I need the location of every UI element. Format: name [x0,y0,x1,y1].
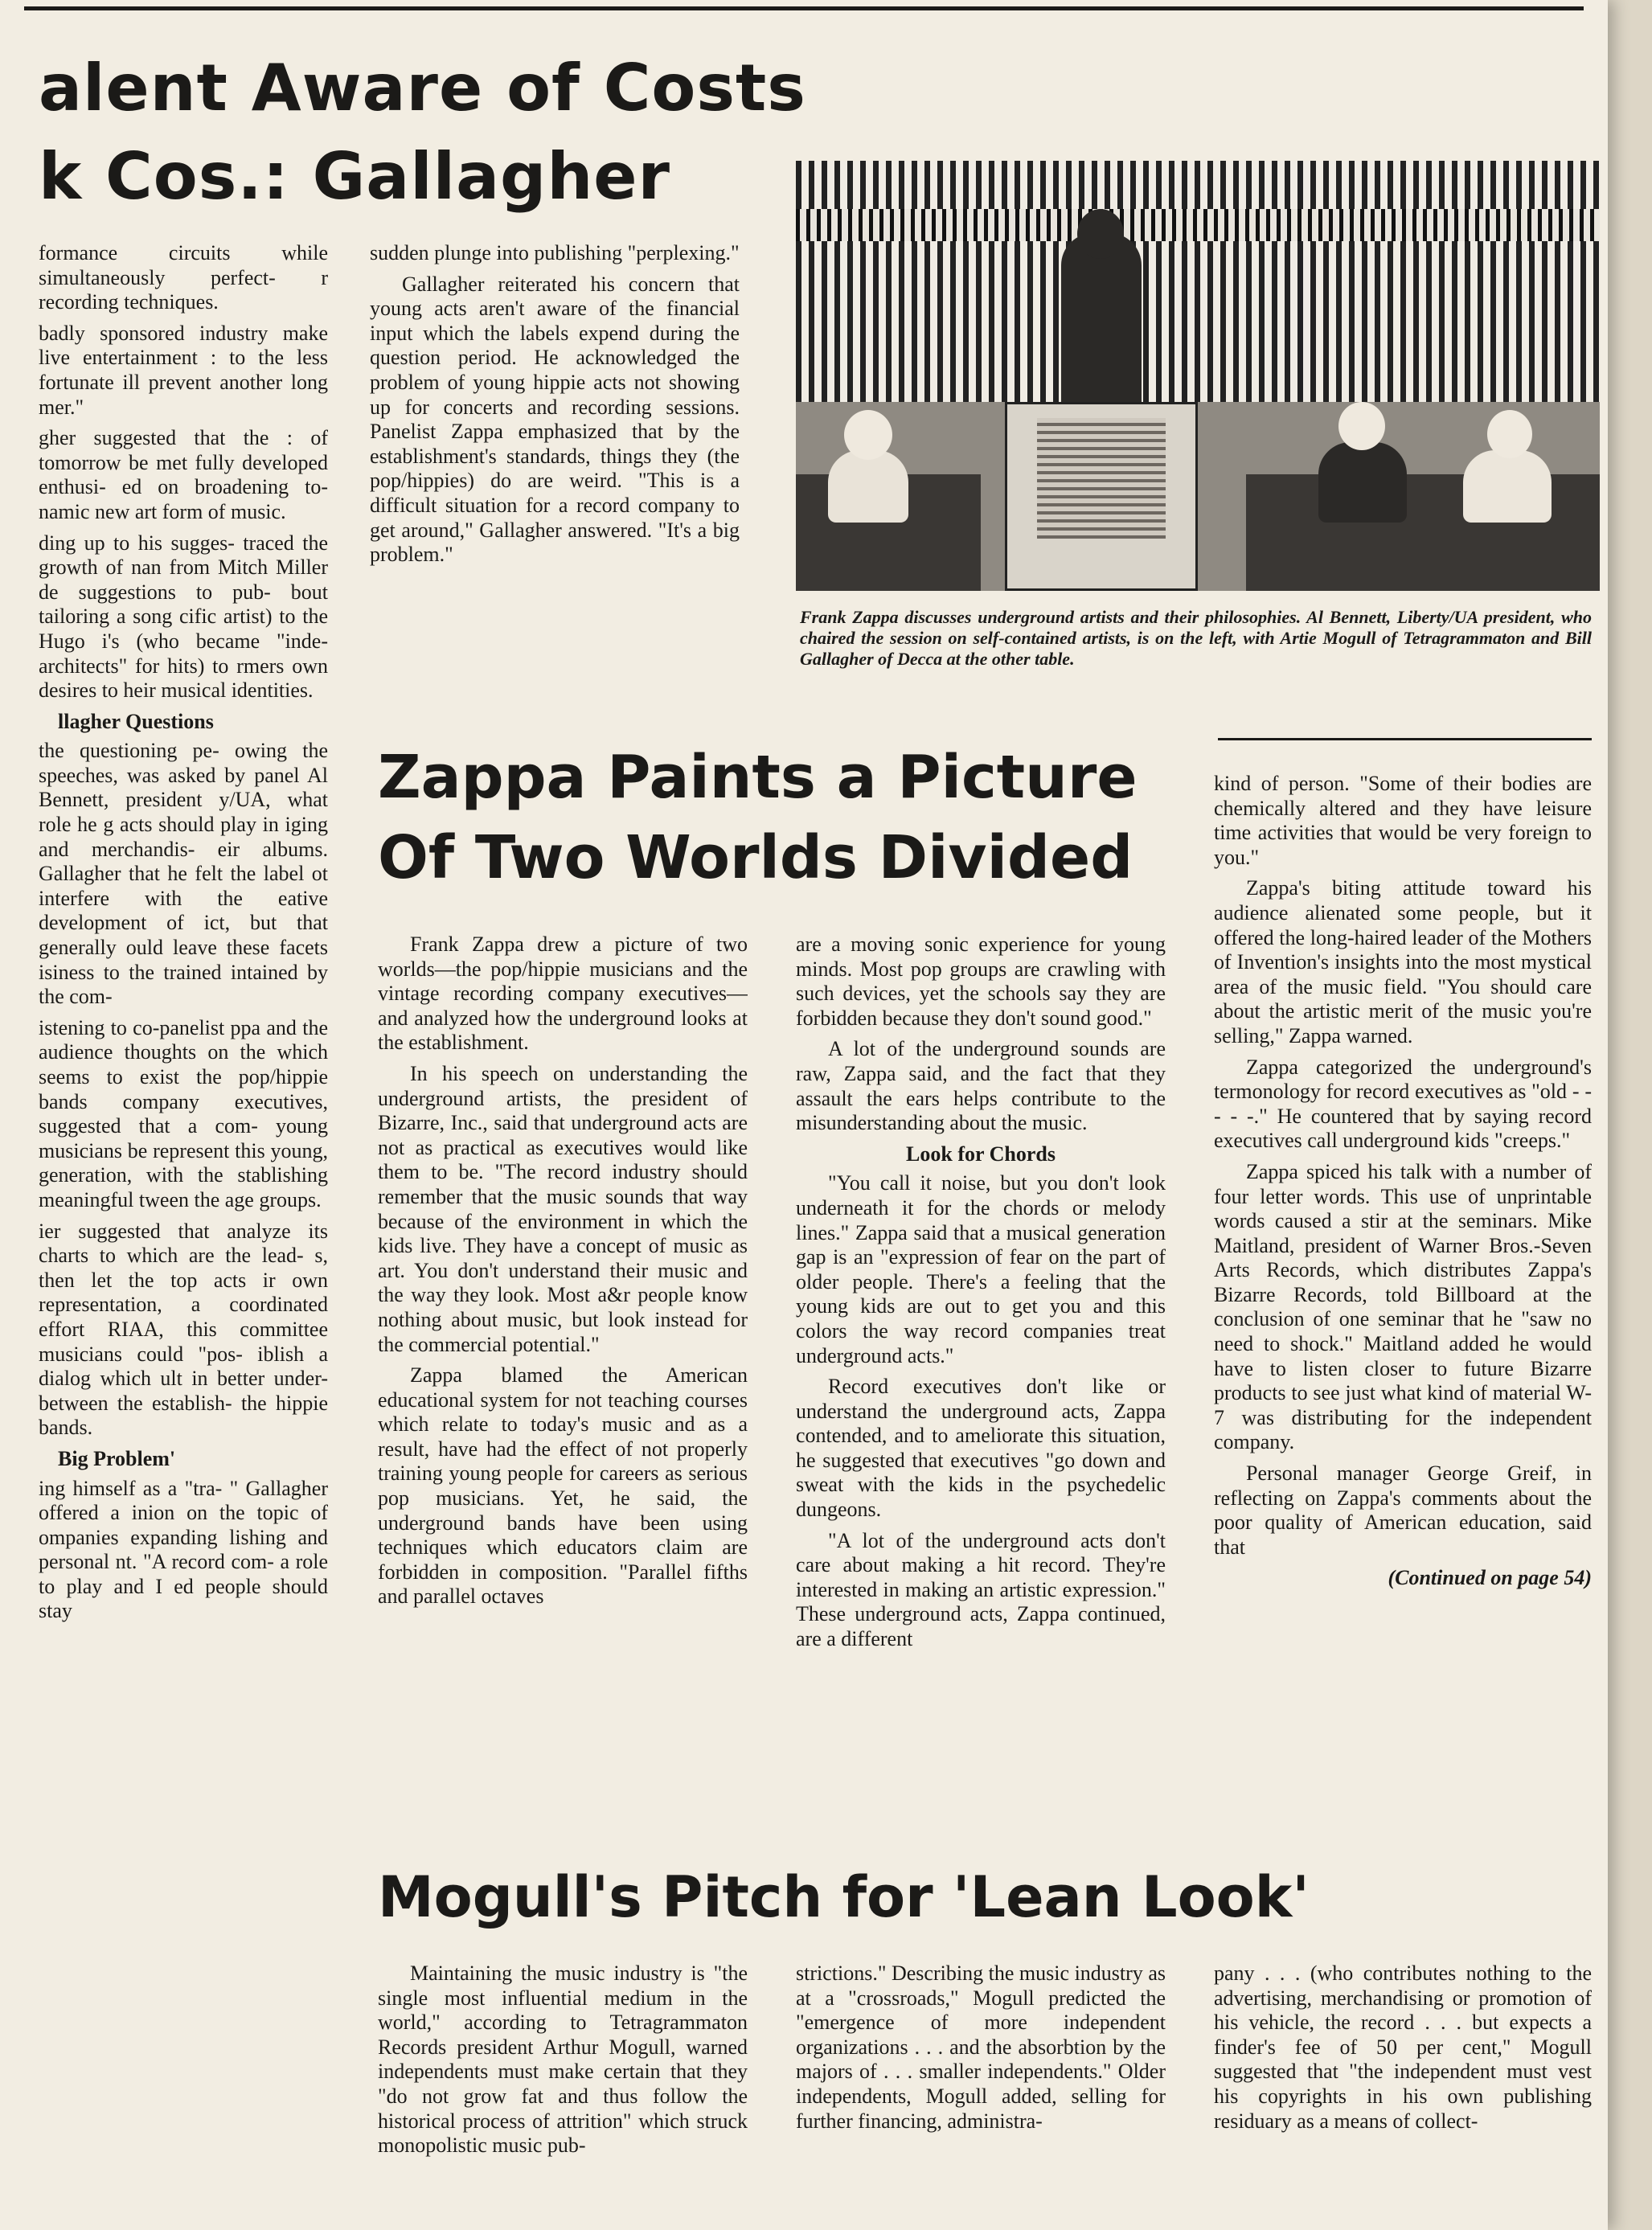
mogull-headline: Mogull's Pitch for 'Lean Look' [378,1864,1310,1930]
zappa-column-3 [1214,772,1592,1833]
column-rule [1218,738,1592,740]
left-subhead-gallagher-questions: llagher Questions [58,709,214,733]
article-paragraph: Zappa spiced his talk with a number of four letter words. This use of unprintable words caused a stir at the seminars. Mike Maitland, president of Warner Bros.-Seven Arts Records, which distributes Zappa's Bizarre Records, told Billboard at the conclusion of one seminar that he "saw no need to shock." Maitland added he would have to listen closer to future Bizarre products to see just what kind of material W-7 was distributing for the independent company. [1214,1159,1592,1454]
left-paragraph: ing himself as a "tra- " Gallagher offered a inion on the topic of ompanies expanding lishing and personal nt. "A record com- a role to play and I ed people should stay [39,1476,328,1623]
left-paragraph: istening to co-panelist ppa and the audience thoughts on the which seems to exist the pop/hippie bands company executives, suggested that a com- young musicians be represent this young, generation, with the stablishing meaningful tween the age groups. [39,1015,328,1211]
subhead-look-for-chords: Look for Chords [906,1142,1056,1166]
photo-speaker-head [1077,209,1124,259]
article-paragraph: sudden plunge into publishing "perplexing." [370,241,740,264]
article-paragraph: Personal manager George Greif, in reflecting on Zappa's comments about the poor quality of American education, said that [1214,1461,1592,1559]
left-paragraph: ding up to his sugges- traced the growth of nan from Mitch Miller de suggestions to pub- bout tailoring a song cific artist) to the Hugo i's (who became "inde- architects" for hits) to rmers own desires to heir musical identities. [39,531,328,703]
article-paragraph: Gallagher reiterated his concern that young acts aren't aware of the financial input which the labels expend during the question period. He acknowledged the problem of young hippie acts not showing up for concerts and recording sessions. Panelist Zappa emphasized that by the establishment's standards, things they (the pop/hippies) do are weird. "This is a difficult situation for a record company to get around," Gallagher answered. "It's a big problem." [370,272,740,567]
article-paragraph: pany . . . (who contributes nothing to the advertising, merchandising or promotion of his vehicle, the record . . . but expects a finder's fee of 50 per cent," Mogull suggested that "the independent must vest his copyrights in his own publishing residuary as a means of collect- [1214,1961,1592,2133]
zappa-column-2 [796,933,1166,1833]
photo-right-panelist-1 [1318,442,1407,523]
photo-right-panelist-2-head [1487,410,1532,458]
mogull-column-1 [378,1961,748,2230]
article-paragraph: Zappa categorized the underground's termonology for record executives as "old - - - - -." He countered that by saying record executives call underground kids "creeps." [1214,1055,1592,1153]
zappa-headline-line2: Of Two Worlds Divided [378,823,1133,892]
headline-top-line1: alent Aware of Costs [39,51,806,125]
left-paragraph: gher suggested that the : of tomorrow be met fully developed enthusi- ed on broadening to- namic new art form of music. [39,426,328,523]
article-paragraph: A lot of the underground sounds are raw, Zappa said, and the fact that they assault the ears helps contribute to the misunderstanding about the music. [796,1037,1166,1135]
left-paragraph: formance circuits while simultaneously perfect- r recording techniques. [39,241,328,314]
left-subhead-big-problem: Big Problem' [58,1446,176,1470]
zappa-column-1 [378,933,748,1833]
continued-on-page-note: (Continued on page 54) [1388,1566,1592,1590]
article-paragraph: strictions." Describing the music industry as at a "crossroads," Mogull predicted the "emergence of more independent organizations . . . and the absorbtion by the majors of . . . smaller independents." Older independents, Mogull added, selling for further financing, administra- [796,1961,1166,2133]
mogull-column-3 [1214,1961,1592,2230]
seminar-photo [796,161,1600,591]
zappa-headline-line1: Zappa Paints a Picture [378,743,1138,812]
article-paragraph: Frank Zappa drew a picture of two worlds—the pop/hippie musicians and the vintage recording company executives—and analyzed how the underground looks at the establishment. [378,933,748,1055]
left-column [39,241,328,2227]
left-paragraph: ier suggested that analyze its charts to which are the lead- s, then let the top acts ir own representation, a coordinated effort RIAA, this committee musicians could "pos- iblish a dialog which ult in better under- between the establish- the hippie bands. [39,1219,328,1440]
article-paragraph: "A lot of the underground acts don't care about making a hit record. They're interested in making an artistic expression." These underground acts, Zappa continued, are a different [796,1528,1166,1651]
photo-backdrop [796,161,1600,402]
top-rule [24,6,1584,10]
photo-right-panelist-2 [1463,450,1552,523]
article-paragraph: Maintaining the music industry is "the single most influential medium in the world," according to Tetragrammaton Records president Arthur Mogull, warned independents must make certain that they "do not grow fat and thus follow the historical process of attrition" which struck monopolistic music pub- [378,1961,748,2158]
article-paragraph: kind of person. "Some of their bodies are chemically altered and they have leisure time activities that would be very foreign to you." [1214,772,1592,869]
mogull-column-2 [796,1961,1166,2230]
gallagher-continuation-column [370,241,740,707]
article-paragraph: In his speech on understanding the underground artists, the president of Bizarre, Inc., said that underground acts are not as practical as executives would like them to be. "The record industry should remember that the music sounds that way because of the environment in which the kids live. They have a concept of music as art. You don't understand their music and the way they look. Most a&r people know nothing about music, but look instead for the commercial potential." [378,1061,748,1356]
article-paragraph: "You call it noise, but you don't look underneath it for the chords or melody lines." Zappa said that a musical generation gap is an "expression of fear on the part of older people. There's a feeling that the young kids are out to get you and this colors the way record companies treat underground acts." [796,1171,1166,1367]
photo-left-panelist [828,450,908,523]
article-paragraph: Zappa blamed the American educational system for not teaching courses which relate to today's music and as a result, have had the effect of not properly training young people for careers as serious pop musicians. Yet, he said, the underground bands have been using techniques which educators claim are forbidden in composition. "Parallel fifths and parallel octaves [378,1363,748,1609]
left-paragraph: badly sponsored industry make live entertainment : to the less fortunate ill prevent another long mer." [39,321,328,419]
photo-right-panelist-1-head [1338,402,1385,450]
photo-speaker-figure [1061,233,1142,418]
headline-top-line2: k Cos.: Gallagher [39,139,670,214]
photo-caption: Frank Zappa discusses underground artists and their philosophies. Al Bennett, Liberty/UA president, who chaired the session on self-contained artists, is on the left, with Artie Mogull of Tetragrammaton and Bill Gallagher of Decca at the other table. [800,607,1592,669]
photo-left-panelist-head [844,410,892,460]
article-paragraph: Record executives don't like or understand the underground acts, Zappa contended, and to ameliorate this situation, he suggested that executives "go down and sweat with the kids in the psychedelic dungeons. [796,1375,1166,1522]
article-paragraph: Zappa's biting attitude toward his audience alienated some people, but it offered the long-haired leader of the Mothers of Invention's insights into the most mystical area of the music field. "You should care about the artistic merit of the music you're selling," Zappa warned. [1214,876,1592,1047]
article-paragraph: are a moving sonic experience for young minds. Most pop groups are crawling with such devices, yet the schools say they are forbidden because they don't sound good." [796,933,1166,1030]
left-paragraph: the questioning pe- owing the speeches, was asked by panel Al Bennett, president y/UA, what role he g acts should play in iging and merchandis- eir albums. Gallagher that he felt the label ot interfere with the eative development of ict, but that generally ould leave these facets isiness to the trained intained by the com- [39,739,328,1009]
photo-backdrop-band [796,209,1600,241]
photo-podium-banner [1037,418,1166,539]
